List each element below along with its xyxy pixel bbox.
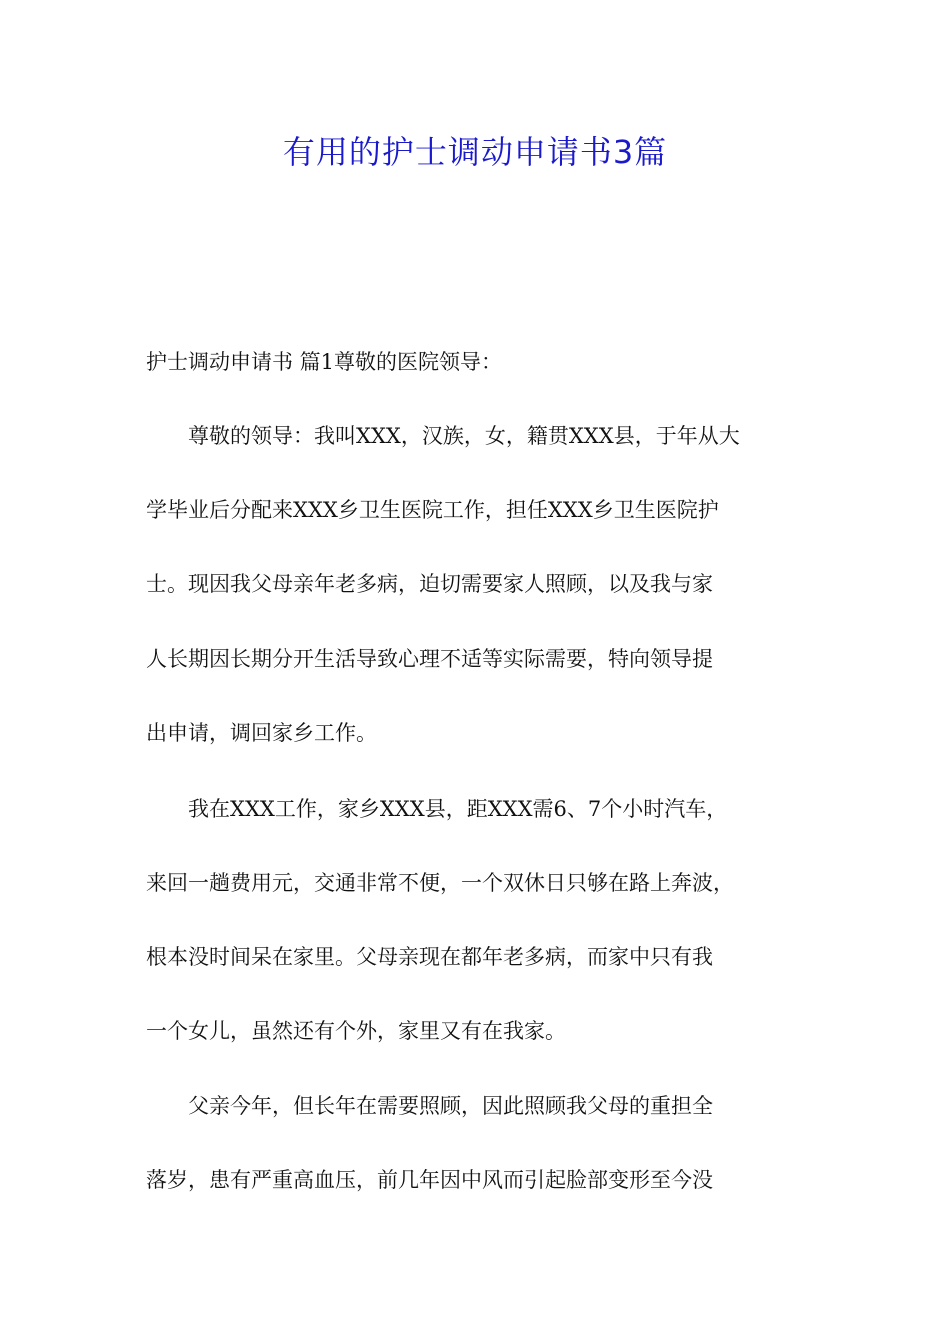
body-line: 一个女儿，虽然还有个外，家里又有在我家。 bbox=[146, 1019, 566, 1043]
body-line: 学毕业后分配来XXX乡卫生医院工作，担任XXX乡卫生医院护 bbox=[146, 498, 719, 522]
body-line: 尊敬的领导：我叫XXX，汉族，女，籍贯XXX县，于年从大 bbox=[146, 424, 740, 448]
body-line: 士。现因我父母亲年老多病，迫切需要家人照顾，以及我与家 bbox=[146, 572, 713, 596]
body-line: 出申请，调回家乡工作。 bbox=[146, 721, 377, 745]
body-line: 落岁，患有严重高血压，前几年因中风而引起脸部变形至今没 bbox=[146, 1168, 713, 1192]
body-line: 根本没时间呆在家里。父母亲现在都年老多病，而家中只有我 bbox=[146, 945, 713, 969]
body-line: 护士调动申请书 篇1尊敬的医院领导： bbox=[146, 350, 503, 374]
body-line: 来回一趟费用元，交通非常不便，一个双休日只够在路上奔波， bbox=[146, 871, 734, 895]
body-line: 人长期因长期分开生活导致心理不适等实际需要，特向领导提 bbox=[146, 647, 713, 671]
document-title: 有用的护士调动申请书3篇 bbox=[282, 133, 668, 171]
body-line: 我在XXX工作，家乡XXX县，距XXX需6、7个小时汽车， bbox=[146, 797, 728, 821]
body-line: 父亲今年，但长年在需要照顾，因此照顾我父母的重担全 bbox=[146, 1094, 713, 1118]
